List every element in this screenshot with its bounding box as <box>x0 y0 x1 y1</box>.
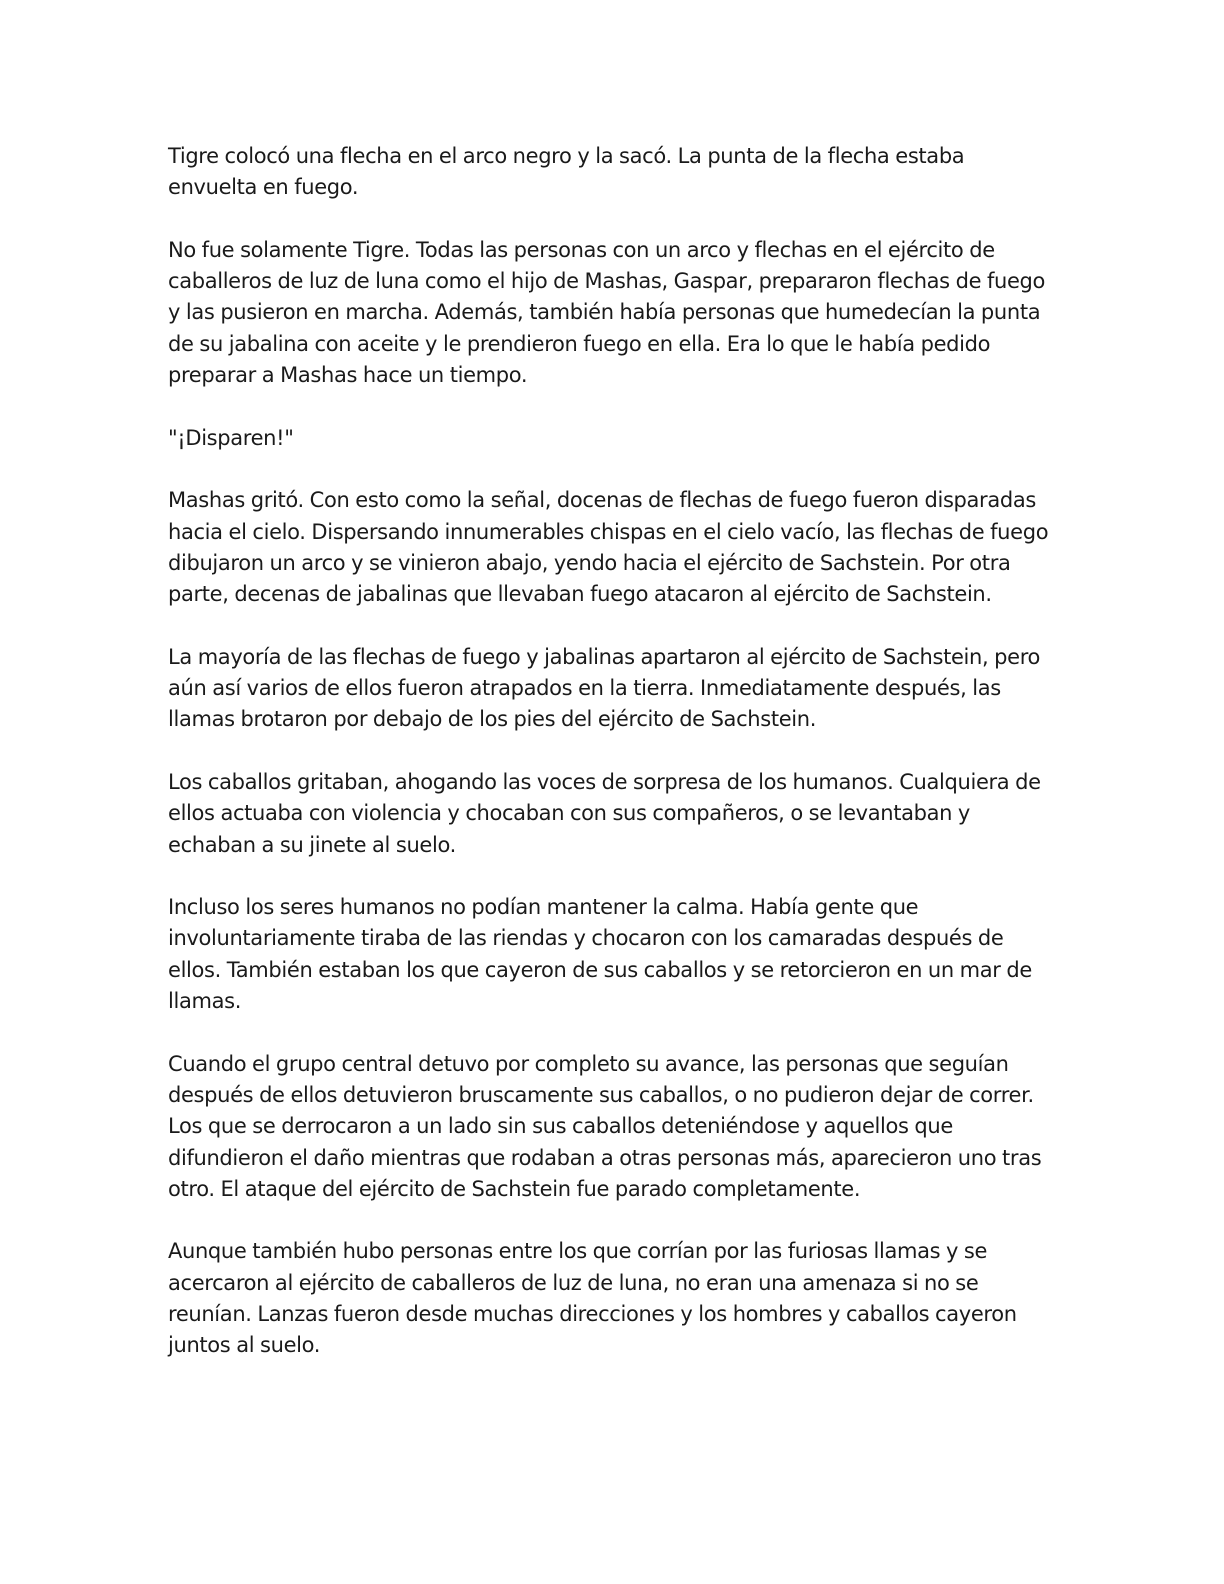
document-body <box>168 141 1053 1393</box>
paragraph: No fue solamente Tigre. Todas las personas con un arco y flechas en el ejército de caballeros de luz de luna como el hijo de Mashas, Gaspar, prepararon flechas de fuego y las pusieron en marcha. Además, también había personas que humedecían la punta de su jabalina con aceite y le prendieron fuego en ella. Era lo que le había pedido preparar a Mashas hace un tiempo. <box>168 237 1046 388</box>
paragraph: La mayoría de las flechas de fuego y jabalinas apartaron al ejército de Sachstein, pero aún así varios de ellos fueron atrapados en la tierra. Inmediatamente después, las llamas brotaron por debajo de los pies del ejército de Sachstein. <box>168 644 1041 732</box>
paragraph: Mashas gritó. Con esto como la señal, docenas de flechas de fuego fueron disparadas hacia el cielo. Dispersando innumerables chispas en el cielo vacío, las flechas de fuego dibujaron un arco y se vinieron abajo, yendo hacia el ejército de Sachstein. Por otra parte, decenas de jabalinas que llevaban fuego atacaron al ejército de Sachstein. <box>168 488 1049 607</box>
paragraph: Aunque también hubo personas entre los que corrían por las furiosas llamas y se acercaron al ejército de caballeros de luz de luna, no eran una amenaza si no se reunían. Lanzas fueron desde muchas direcciones y los hombres y caballos cayeron juntos al suelo. <box>168 1239 1017 1358</box>
paragraph: Los caballos gritaban, ahogando las voces de sorpresa de los humanos. Cualquiera de ellos actuaba con violencia y chocaban con sus compañeros, o se levantaban y echaban a su jinete al suelo. <box>168 769 1041 857</box>
paragraph: Incluso los seres humanos no podían mantener la calma. Había gente que involuntariamente tiraba de las riendas y chocaron con los camaradas después de ellos. También estaban los que cayeron de sus caballos y se retorcieron en un mar de llamas. <box>168 895 1032 1014</box>
paragraph: "¡Disparen!" <box>168 425 294 450</box>
paragraph: Cuando el grupo central detuvo por completo su avance, las personas que seguían después de ellos detuvieron bruscamente sus caballos, o no pudieron dejar de correr. Los que se derrocaron a un lado sin sus caballos deteniéndose y aquellos que difundieron el daño mientras que rodaban a otras personas más, aparecieron uno tras otro. El ataque del ejército de Sachstein fue parado completamente. <box>168 1051 1042 1201</box>
paragraph: Tigre colocó una flecha en el arco negro y la sacó. La punta de la flecha estaba envuelta en fuego. <box>168 144 965 200</box>
